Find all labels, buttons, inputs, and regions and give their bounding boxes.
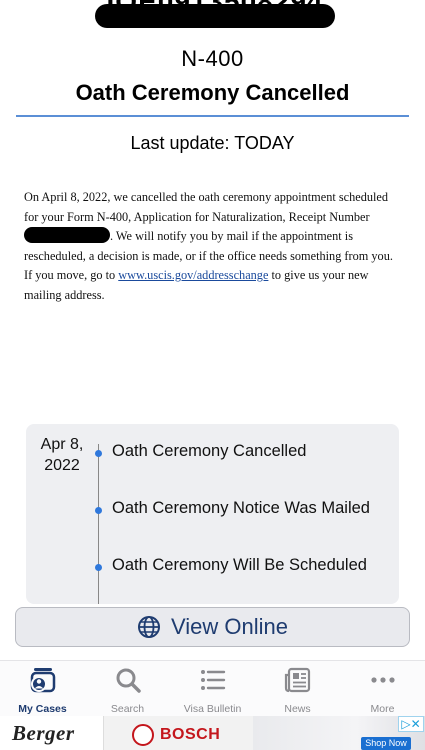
timeline-dot bbox=[95, 564, 102, 571]
tab-my-cases-label: My Cases bbox=[18, 703, 67, 715]
ad-brand-berger: Berger bbox=[12, 721, 75, 745]
timeline-date-year: 2022 bbox=[44, 457, 80, 474]
tab-more-label: More bbox=[370, 703, 395, 715]
view-online-label: View Online bbox=[171, 614, 288, 639]
address-change-link[interactable]: www.uscis.gov/addresschange bbox=[118, 268, 269, 283]
case-description bbox=[24, 188, 402, 306]
last-update: Last update: TODAY bbox=[130, 133, 295, 153]
view-online-button[interactable] bbox=[15, 607, 410, 647]
timeline-line bbox=[98, 444, 99, 604]
list-icon bbox=[198, 665, 228, 695]
receipt-redaction bbox=[95, 4, 335, 28]
description-text-3: to give us your new mailing address. bbox=[24, 268, 369, 302]
search-icon bbox=[113, 665, 143, 695]
tab-news[interactable] bbox=[255, 665, 340, 717]
tab-visa-bulletin[interactable] bbox=[170, 665, 255, 717]
timeline-date bbox=[32, 434, 92, 476]
timeline-dot bbox=[95, 507, 102, 514]
tab-more[interactable] bbox=[340, 665, 425, 717]
receipt-number-redaction bbox=[24, 227, 110, 243]
ad-brand-bosch: BOSCH bbox=[160, 726, 221, 743]
ad-shop-now-button[interactable]: Shop Now bbox=[361, 737, 411, 750]
timeline-dot bbox=[95, 450, 102, 457]
timeline-event: Oath Ceremony Notice Was Mailed bbox=[112, 499, 370, 517]
title-divider bbox=[16, 115, 409, 117]
tab-news-label: News bbox=[284, 703, 311, 715]
description-text-1: On April 8, 2022, we cancelled the oath ceremony appointment scheduled for your Form N-400, Application for Naturalization, Receipt Number bbox=[24, 190, 389, 224]
tab-bar bbox=[0, 660, 425, 716]
newspaper-icon bbox=[283, 665, 313, 695]
bosch-logo-icon bbox=[132, 724, 154, 746]
my-cases-icon bbox=[28, 665, 58, 695]
case-timeline bbox=[26, 424, 399, 604]
form-type: N-400 bbox=[181, 46, 244, 71]
more-dots-icon bbox=[368, 665, 398, 695]
tab-my-cases[interactable] bbox=[0, 665, 85, 717]
timeline-date-month-day: Apr 8, bbox=[40, 436, 84, 453]
tab-search-label: Search bbox=[110, 703, 145, 715]
timeline-event: Oath Ceremony Cancelled bbox=[112, 442, 307, 460]
ad-bosch-panel bbox=[103, 716, 253, 750]
tab-visa-bulletin-label: Visa Bulletin bbox=[183, 703, 242, 715]
description-text-2: . We will notify you by mail if the appointment is rescheduled, a decision is made, or if the office needs something from you. If you move, go to bbox=[24, 229, 393, 283]
globe-icon bbox=[137, 615, 161, 639]
timeline-event: Oath Ceremony Will Be Scheduled bbox=[112, 556, 367, 574]
ad-choices-close-icon[interactable]: ▷✕ bbox=[398, 716, 424, 732]
tab-search[interactable] bbox=[85, 665, 170, 717]
status-title: Oath Ceremony Cancelled bbox=[75, 80, 350, 105]
ad-banner[interactable] bbox=[0, 716, 425, 750]
